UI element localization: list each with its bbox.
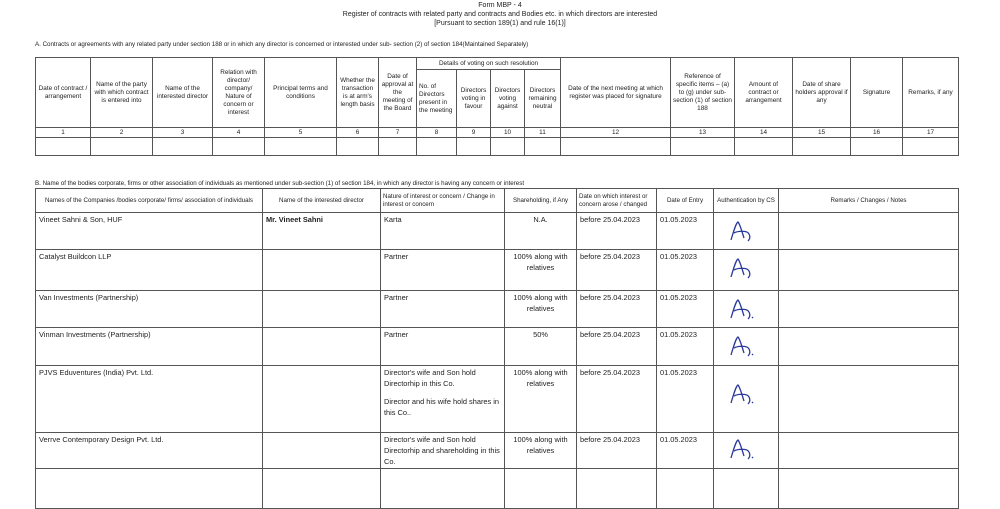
signature-mark <box>725 255 759 281</box>
table-row <box>36 469 959 509</box>
col-principal-terms: Principal terms and conditions <box>265 58 337 128</box>
col-company-name: Names of the Companies /bodies corporate/ firms/ association of individuals <box>36 189 263 213</box>
company-name: Vineet Sahni & Son, HUF <box>36 213 263 250</box>
col-shareholder-approval: Date of share holders approval if any <box>793 58 851 128</box>
col-voting-against: Directors voting against <box>491 70 525 128</box>
col-neutral: Directors remaining neutral <box>525 70 561 128</box>
director-name: Mr. Vineet Sahni <box>263 213 381 250</box>
cs-signature-cell <box>714 291 779 328</box>
date-entry: 01.05.2023 <box>657 433 714 469</box>
signature-mark <box>725 333 759 359</box>
col-interested-director: Name of the interested director <box>153 58 213 128</box>
cs-signature-cell <box>714 213 779 250</box>
table-row <box>36 433 959 469</box>
col-number: 1 <box>36 128 91 138</box>
nature-of-interest: Director's wife and Son hold Directorhip and shareholding in this Co. <box>381 433 505 469</box>
date-entry: 01.05.2023 <box>657 213 714 250</box>
date-arose: before 25.04.2023 <box>577 433 657 469</box>
section-a-heading: A. Contracts or agreements with any related party under section 188 or in which any director is concerned or interested under sub- section (2) of section 184(Maintained Separately) <box>35 41 529 48</box>
date-arose: before 25.04.2023 <box>577 250 657 291</box>
section-b-heading: B. Name of the bodies corporate, firms or other association of individuals as mentioned under sub-section (1) of section 184, in which any director is having any concern or interest <box>35 180 525 187</box>
col-signature: Signature <box>851 58 903 128</box>
nature-of-interest: Partner <box>381 250 505 291</box>
company-name: PJVS Eduventures (India) Pvt. Ltd. <box>36 366 263 433</box>
col-remarks: Remarks, if any <box>903 58 959 128</box>
col-number: 2 <box>91 128 153 138</box>
date-arose: before 25.04.2023 <box>577 328 657 366</box>
col-number: 3 <box>153 128 213 138</box>
remarks-cell <box>779 366 959 433</box>
nature-of-interest <box>381 366 505 433</box>
col-date-contract: Date of contract / arrangement <box>36 58 91 128</box>
col-number: 7 <box>379 128 417 138</box>
col-number: 15 <box>793 128 851 138</box>
col-number: 8 <box>417 128 457 138</box>
director-name <box>263 433 381 469</box>
remarks-cell <box>779 250 959 291</box>
table-row <box>36 291 959 328</box>
date-arose: before 25.04.2023 <box>577 291 657 328</box>
remarks-cell <box>779 433 959 469</box>
col-arms-length: Whether the transaction is at arm's length basis <box>337 58 379 128</box>
director-name <box>263 250 381 291</box>
shareholding: 50% <box>505 328 577 366</box>
nature-line-2: Director and his wife hold shares in this Co.. <box>384 397 500 417</box>
col-number: 13 <box>671 128 735 138</box>
table-row <box>36 213 959 250</box>
col-number: 12 <box>561 128 671 138</box>
company-name: Vinman Investments (Partnership) <box>36 328 263 366</box>
nature-line-1: Director's wife and Son hold Directorhip in this Co. <box>384 368 476 388</box>
signature-mark <box>725 296 759 322</box>
remarks-cell <box>779 213 959 250</box>
signature-mark <box>725 218 759 244</box>
col-party-name: Name of the party with which contract is entered into <box>91 58 153 128</box>
signature-mark <box>725 436 759 462</box>
table-row <box>36 328 959 366</box>
col-board-approval-date: Date of approval at the meeting of the Board <box>379 58 417 128</box>
nature-of-interest: Partner <box>381 328 505 366</box>
col-number: 10 <box>491 128 525 138</box>
director-name <box>263 366 381 433</box>
col-next-meeting: Date of the next meeting at which register was placed for signature <box>561 58 671 128</box>
col-remarks: Remarks / Changes / Notes <box>779 189 959 213</box>
nature-of-interest: Partner <box>381 291 505 328</box>
col-number: 6 <box>337 128 379 138</box>
rule-reference: [Pursuant to section 189(1) and rule 16(1)] <box>434 20 566 27</box>
form-number: Form MBP - 4 <box>478 2 522 9</box>
director-name <box>263 291 381 328</box>
cs-signature-cell <box>714 366 779 433</box>
register-title: Register of contracts with related party and contracts and Bodies etc. in which directors are interested <box>342 11 658 18</box>
col-number: 14 <box>735 128 793 138</box>
shareholding: 100% along with relatives <box>505 250 577 291</box>
nature-of-interest: Karta <box>381 213 505 250</box>
col-number: 9 <box>457 128 491 138</box>
table-row <box>36 250 959 291</box>
col-amount: Amount of contract or arrangement <box>735 58 793 128</box>
col-nature-interest: Nature of interest or concern / Change in interest or concern <box>381 189 505 213</box>
shareholding: 100% along with relatives <box>505 366 577 433</box>
col-shareholding: Shareholding, if Any <box>505 189 577 213</box>
cs-signature-cell <box>714 250 779 291</box>
col-number: 4 <box>213 128 265 138</box>
date-entry: 01.05.2023 <box>657 291 714 328</box>
shareholding: 100% along with relatives <box>505 433 577 469</box>
date-entry: 01.05.2023 <box>657 366 714 433</box>
col-voting-favour: Directors voting in favour <box>457 70 491 128</box>
date-entry: 01.05.2023 <box>657 328 714 366</box>
table-row <box>36 366 959 433</box>
cs-signature-cell <box>714 328 779 366</box>
col-number: 11 <box>525 128 561 138</box>
shareholding: 100% along with relatives <box>505 291 577 328</box>
remarks-cell <box>779 291 959 328</box>
col-number: 16 <box>851 128 903 138</box>
section-b-table <box>35 188 959 509</box>
company-name: Verrve Contemporary Design Pvt. Ltd. <box>36 433 263 469</box>
shareholding: N.A. <box>505 213 577 250</box>
company-name: Catalyst Buildcon LLP <box>36 250 263 291</box>
section-a-table <box>35 57 959 156</box>
date-arose: before 25.04.2023 <box>577 366 657 433</box>
cs-signature-cell <box>714 433 779 469</box>
signature-mark <box>725 381 759 407</box>
date-entry: 01.05.2023 <box>657 250 714 291</box>
col-date-arose: Date on which interest or concern arose / changed <box>577 189 657 213</box>
col-voting-group: Details of voting on such resolution <box>417 58 561 70</box>
col-interested-director: Name of the interested director <box>263 189 381 213</box>
remarks-cell <box>779 328 959 366</box>
col-date-entry: Date of Entry <box>657 189 714 213</box>
company-name: Van Investments (Partnership) <box>36 291 263 328</box>
col-relation: Relation with director/ company/ Nature of concern or interest <box>213 58 265 128</box>
col-reference-items: Reference of specific items – (a) to (g) under sub-section (1) of section 188 <box>671 58 735 128</box>
col-authentication: Authentication by CS <box>714 189 779 213</box>
col-directors-present: No. of Directors present in the meeting <box>417 70 457 128</box>
col-number: 5 <box>265 128 337 138</box>
date-arose: before 25.04.2023 <box>577 213 657 250</box>
col-number: 17 <box>903 128 959 138</box>
director-name <box>263 328 381 366</box>
